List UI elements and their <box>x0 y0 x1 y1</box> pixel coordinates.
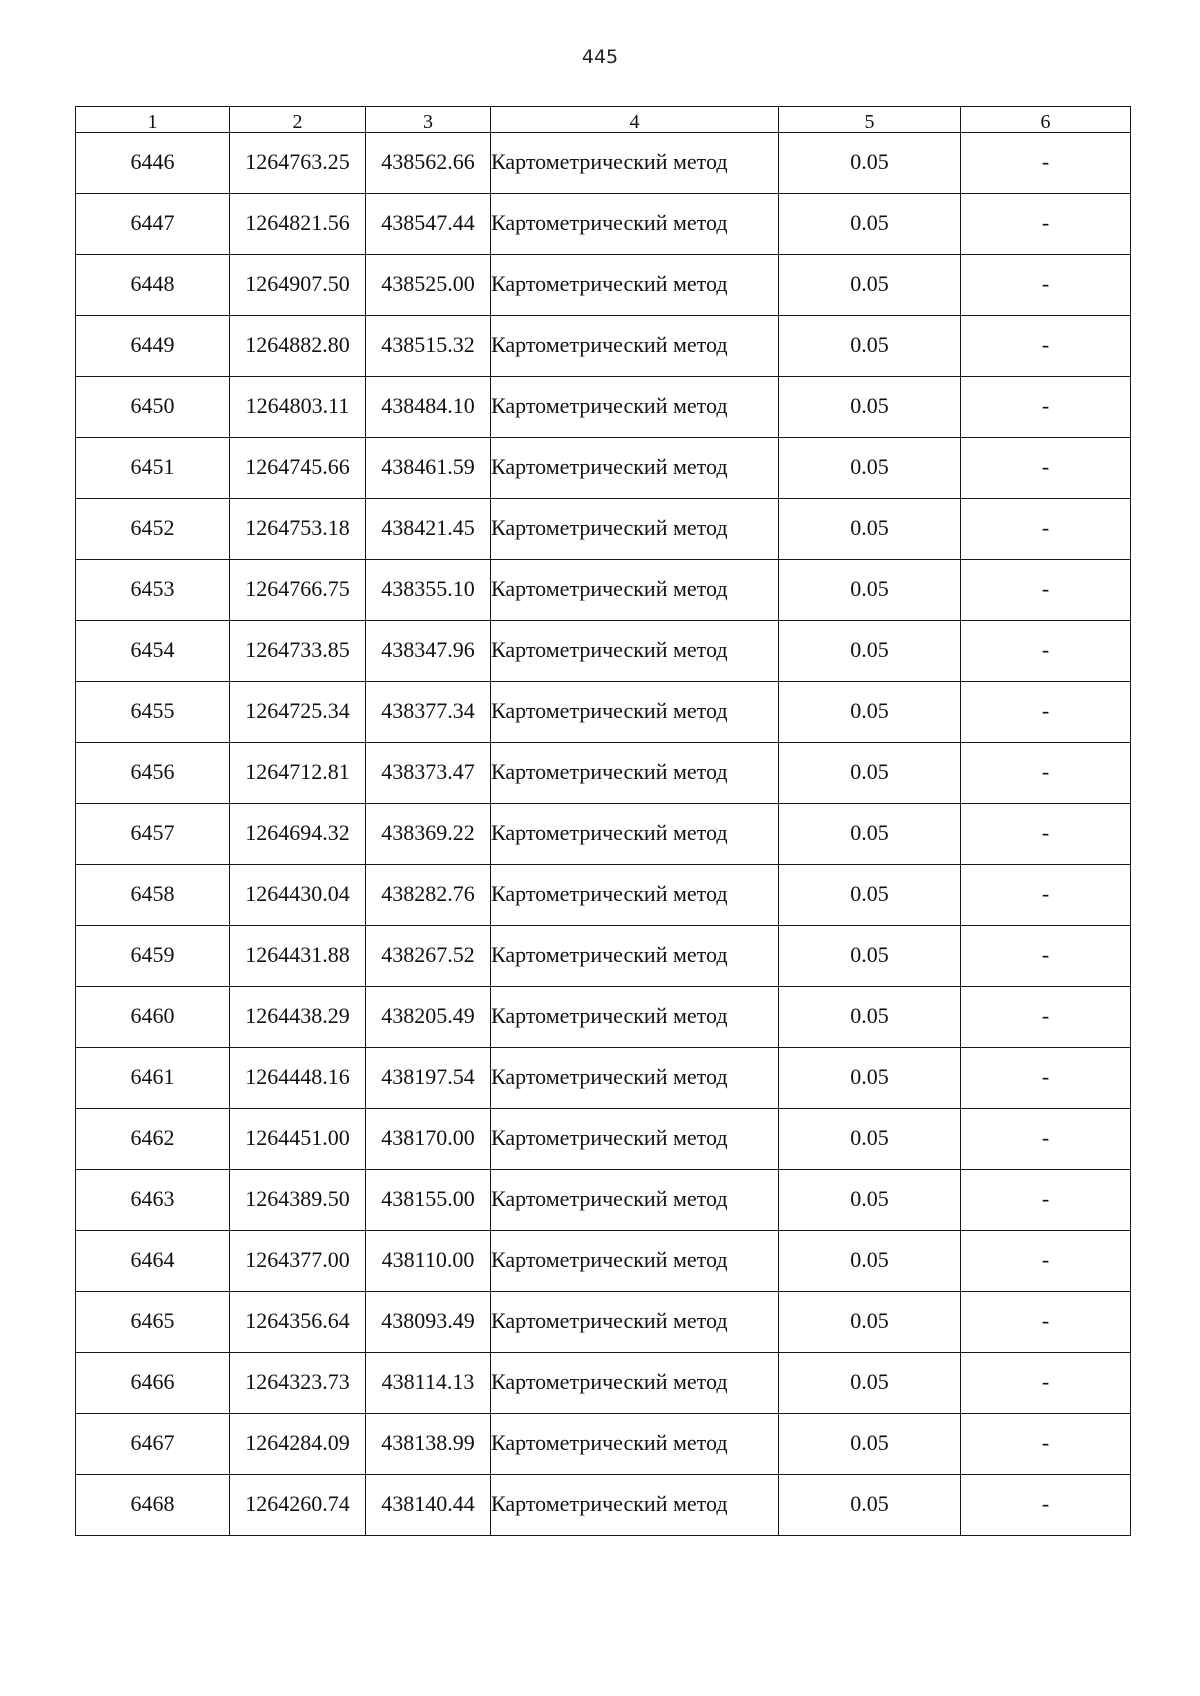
coordinates-table <box>75 106 1131 1536</box>
note-cell: - <box>961 743 1131 804</box>
note-cell: - <box>961 926 1131 987</box>
note-cell: - <box>961 1414 1131 1475</box>
y-coordinate-cell: 438562.66 <box>366 133 491 194</box>
column-header-6: 6 <box>961 107 1131 133</box>
x-coordinate-cell: 1264389.50 <box>230 1170 366 1231</box>
y-coordinate-cell: 438369.22 <box>366 804 491 865</box>
method-cell: Картометрический метод <box>491 1414 779 1475</box>
column-header-5: 5 <box>779 107 961 133</box>
column-header-3: 3 <box>366 107 491 133</box>
note-cell: - <box>961 1292 1131 1353</box>
point-number-cell: 6447 <box>76 194 230 255</box>
method-cell: Картометрический метод <box>491 1353 779 1414</box>
method-cell: Картометрический метод <box>491 194 779 255</box>
table-row <box>76 743 1131 804</box>
note-cell: - <box>961 255 1131 316</box>
accuracy-cell: 0.05 <box>779 987 961 1048</box>
y-coordinate-cell: 438114.13 <box>366 1353 491 1414</box>
method-cell: Картометрический метод <box>491 865 779 926</box>
accuracy-cell: 0.05 <box>779 1109 961 1170</box>
point-number-cell: 6456 <box>76 743 230 804</box>
x-coordinate-cell: 1264725.34 <box>230 682 366 743</box>
y-coordinate-cell: 438421.45 <box>366 499 491 560</box>
y-coordinate-cell: 438267.52 <box>366 926 491 987</box>
y-coordinate-cell: 438515.32 <box>366 316 491 377</box>
y-coordinate-cell: 438093.49 <box>366 1292 491 1353</box>
method-cell: Картометрический метод <box>491 1231 779 1292</box>
accuracy-cell: 0.05 <box>779 682 961 743</box>
method-cell: Картометрический метод <box>491 377 779 438</box>
method-cell: Картометрический метод <box>491 1048 779 1109</box>
table-row <box>76 865 1131 926</box>
method-cell: Картометрический метод <box>491 560 779 621</box>
method-cell: Картометрический метод <box>491 621 779 682</box>
accuracy-cell: 0.05 <box>779 1048 961 1109</box>
x-coordinate-cell: 1264377.00 <box>230 1231 366 1292</box>
table-row <box>76 133 1131 194</box>
x-coordinate-cell: 1264323.73 <box>230 1353 366 1414</box>
x-coordinate-cell: 1264753.18 <box>230 499 366 560</box>
point-number-cell: 6452 <box>76 499 230 560</box>
y-coordinate-cell: 438170.00 <box>366 1109 491 1170</box>
table-row <box>76 682 1131 743</box>
point-number-cell: 6466 <box>76 1353 230 1414</box>
accuracy-cell: 0.05 <box>779 1170 961 1231</box>
y-coordinate-cell: 438377.34 <box>366 682 491 743</box>
x-coordinate-cell: 1264438.29 <box>230 987 366 1048</box>
table-row <box>76 1353 1131 1414</box>
method-cell: Картометрический метод <box>491 499 779 560</box>
table-row <box>76 316 1131 377</box>
note-cell: - <box>961 560 1131 621</box>
y-coordinate-cell: 438138.99 <box>366 1414 491 1475</box>
y-coordinate-cell: 438547.44 <box>366 194 491 255</box>
table-row <box>76 1231 1131 1292</box>
accuracy-cell: 0.05 <box>779 1414 961 1475</box>
point-number-cell: 6460 <box>76 987 230 1048</box>
note-cell: - <box>961 804 1131 865</box>
point-number-cell: 6463 <box>76 1170 230 1231</box>
point-number-cell: 6451 <box>76 438 230 499</box>
table-row <box>76 804 1131 865</box>
table-row <box>76 1109 1131 1170</box>
x-coordinate-cell: 1264284.09 <box>230 1414 366 1475</box>
note-cell: - <box>961 194 1131 255</box>
note-cell: - <box>961 1109 1131 1170</box>
point-number-cell: 6459 <box>76 926 230 987</box>
accuracy-cell: 0.05 <box>779 926 961 987</box>
table-row <box>76 255 1131 316</box>
table-row <box>76 438 1131 499</box>
accuracy-cell: 0.05 <box>779 804 961 865</box>
accuracy-cell: 0.05 <box>779 1353 961 1414</box>
x-coordinate-cell: 1264451.00 <box>230 1109 366 1170</box>
note-cell: - <box>961 682 1131 743</box>
point-number-cell: 6467 <box>76 1414 230 1475</box>
method-cell: Картометрический метод <box>491 1475 779 1536</box>
accuracy-cell: 0.05 <box>779 133 961 194</box>
point-number-cell: 6454 <box>76 621 230 682</box>
table-row <box>76 1475 1131 1536</box>
point-number-cell: 6453 <box>76 560 230 621</box>
note-cell: - <box>961 1475 1131 1536</box>
accuracy-cell: 0.05 <box>779 499 961 560</box>
x-coordinate-cell: 1264803.11 <box>230 377 366 438</box>
note-cell: - <box>961 1170 1131 1231</box>
method-cell: Картометрический метод <box>491 743 779 804</box>
note-cell: - <box>961 499 1131 560</box>
accuracy-cell: 0.05 <box>779 377 961 438</box>
method-cell: Картометрический метод <box>491 987 779 1048</box>
point-number-cell: 6449 <box>76 316 230 377</box>
y-coordinate-cell: 438525.00 <box>366 255 491 316</box>
method-cell: Картометрический метод <box>491 316 779 377</box>
point-number-cell: 6448 <box>76 255 230 316</box>
method-cell: Картометрический метод <box>491 926 779 987</box>
point-number-cell: 6446 <box>76 133 230 194</box>
x-coordinate-cell: 1264733.85 <box>230 621 366 682</box>
column-header-4: 4 <box>491 107 779 133</box>
method-cell: Картометрический метод <box>491 255 779 316</box>
note-cell: - <box>961 1353 1131 1414</box>
column-header-1: 1 <box>76 107 230 133</box>
x-coordinate-cell: 1264694.32 <box>230 804 366 865</box>
method-cell: Картометрический метод <box>491 682 779 743</box>
table-body <box>76 133 1131 1536</box>
table-row <box>76 1170 1131 1231</box>
note-cell: - <box>961 1231 1131 1292</box>
point-number-cell: 6465 <box>76 1292 230 1353</box>
x-coordinate-cell: 1264907.50 <box>230 255 366 316</box>
x-coordinate-cell: 1264430.04 <box>230 865 366 926</box>
note-cell: - <box>961 377 1131 438</box>
point-number-cell: 6461 <box>76 1048 230 1109</box>
table-row <box>76 377 1131 438</box>
accuracy-cell: 0.05 <box>779 316 961 377</box>
table-row <box>76 926 1131 987</box>
table-row <box>76 1292 1131 1353</box>
accuracy-cell: 0.05 <box>779 865 961 926</box>
method-cell: Картометрический метод <box>491 438 779 499</box>
point-number-cell: 6464 <box>76 1231 230 1292</box>
method-cell: Картометрический метод <box>491 1292 779 1353</box>
accuracy-cell: 0.05 <box>779 743 961 804</box>
y-coordinate-cell: 438347.96 <box>366 621 491 682</box>
note-cell: - <box>961 621 1131 682</box>
note-cell: - <box>961 133 1131 194</box>
table-row <box>76 560 1131 621</box>
point-number-cell: 6455 <box>76 682 230 743</box>
table-header-row <box>76 107 1131 133</box>
y-coordinate-cell: 438197.54 <box>366 1048 491 1109</box>
accuracy-cell: 0.05 <box>779 560 961 621</box>
x-coordinate-cell: 1264448.16 <box>230 1048 366 1109</box>
table-row <box>76 621 1131 682</box>
method-cell: Картометрический метод <box>491 1170 779 1231</box>
point-number-cell: 6457 <box>76 804 230 865</box>
accuracy-cell: 0.05 <box>779 621 961 682</box>
accuracy-cell: 0.05 <box>779 1475 961 1536</box>
table-row <box>76 987 1131 1048</box>
note-cell: - <box>961 316 1131 377</box>
y-coordinate-cell: 438373.47 <box>366 743 491 804</box>
x-coordinate-cell: 1264821.56 <box>230 194 366 255</box>
note-cell: - <box>961 1048 1131 1109</box>
y-coordinate-cell: 438205.49 <box>366 987 491 1048</box>
note-cell: - <box>961 987 1131 1048</box>
x-coordinate-cell: 1264745.66 <box>230 438 366 499</box>
x-coordinate-cell: 1264766.75 <box>230 560 366 621</box>
accuracy-cell: 0.05 <box>779 194 961 255</box>
point-number-cell: 6458 <box>76 865 230 926</box>
y-coordinate-cell: 438355.10 <box>366 560 491 621</box>
y-coordinate-cell: 438484.10 <box>366 377 491 438</box>
y-coordinate-cell: 438461.59 <box>366 438 491 499</box>
y-coordinate-cell: 438282.76 <box>366 865 491 926</box>
accuracy-cell: 0.05 <box>779 1231 961 1292</box>
note-cell: - <box>961 865 1131 926</box>
accuracy-cell: 0.05 <box>779 438 961 499</box>
table-row <box>76 194 1131 255</box>
x-coordinate-cell: 1264431.88 <box>230 926 366 987</box>
x-coordinate-cell: 1264356.64 <box>230 1292 366 1353</box>
accuracy-cell: 0.05 <box>779 1292 961 1353</box>
method-cell: Картометрический метод <box>491 1109 779 1170</box>
method-cell: Картометрический метод <box>491 804 779 865</box>
point-number-cell: 6450 <box>76 377 230 438</box>
point-number-cell: 6462 <box>76 1109 230 1170</box>
method-cell: Картометрический метод <box>491 133 779 194</box>
y-coordinate-cell: 438155.00 <box>366 1170 491 1231</box>
accuracy-cell: 0.05 <box>779 255 961 316</box>
point-number-cell: 6468 <box>76 1475 230 1536</box>
column-header-2: 2 <box>230 107 366 133</box>
table-row <box>76 1414 1131 1475</box>
table-row <box>76 1048 1131 1109</box>
x-coordinate-cell: 1264260.74 <box>230 1475 366 1536</box>
x-coordinate-cell: 1264712.81 <box>230 743 366 804</box>
note-cell: - <box>961 438 1131 499</box>
x-coordinate-cell: 1264763.25 <box>230 133 366 194</box>
table-row <box>76 499 1131 560</box>
x-coordinate-cell: 1264882.80 <box>230 316 366 377</box>
y-coordinate-cell: 438140.44 <box>366 1475 491 1536</box>
y-coordinate-cell: 438110.00 <box>366 1231 491 1292</box>
page-number: 445 <box>581 46 619 68</box>
